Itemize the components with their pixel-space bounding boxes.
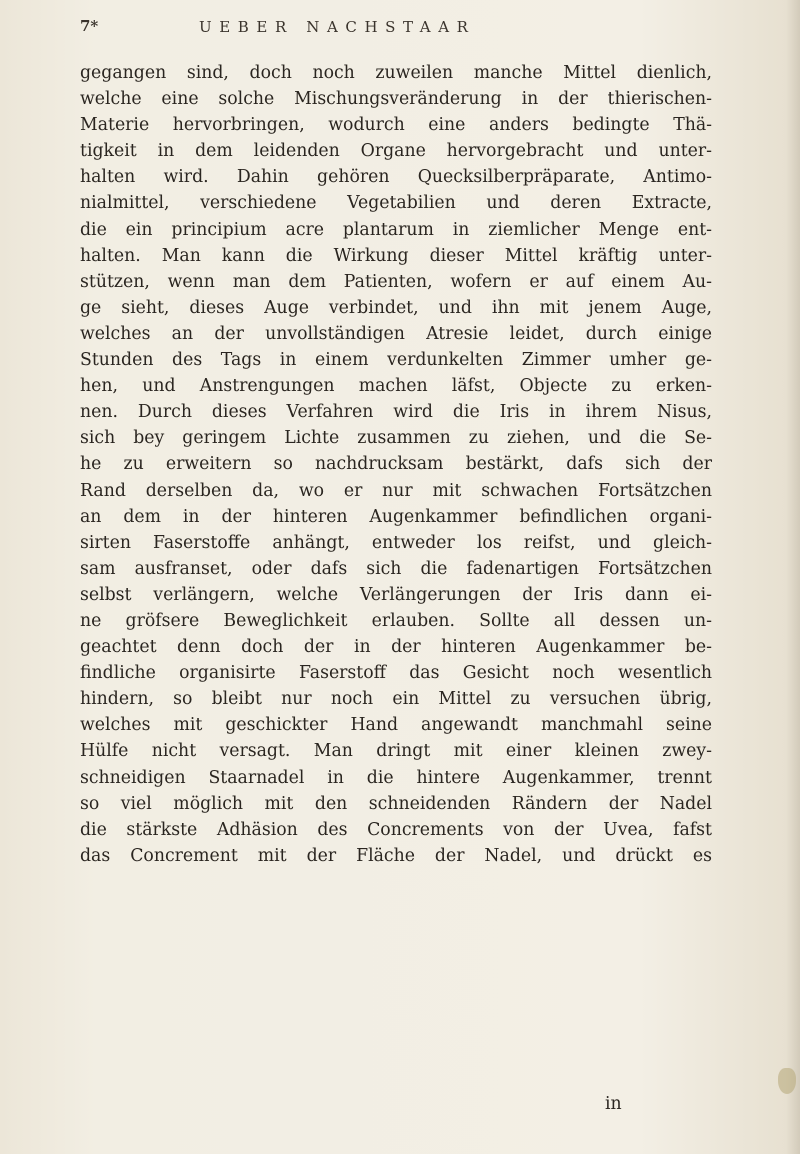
page-number: 7* [80,17,99,35]
text-line: Materie hervorbringen, wodurch eine anders bedingte Thä- [80,115,712,136]
text-line: halten. Man kann die Wirkung dieser Mittel kräftig unter- [80,245,712,266]
text-line: hindern, so bleibt nur noch ein Mittel zu versuchen übrig, [80,689,712,710]
running-head: UEBER NACHSTAAR [199,18,476,36]
page-edge-shadow [786,0,800,1154]
text-line: ge sieht, dieses Auge verbindet, und ihn mit jenem Auge, [80,297,712,318]
text-line: Rand derselben da, wo er nur mit schwachen Fortsätzchen [80,480,712,501]
text-line: nialmittel, verschiedene Vegetabilien und deren Extracte, [80,193,712,214]
text-line: findliche organisirte Faserstoff das Gesicht noch wesentlich [80,663,712,684]
text-line: Stunden des Tags in einem verdunkelten Zimmer umher ge- [80,350,712,371]
text-line: sich bey geringem Lichte zusammen zu ziehen, und die Se- [80,428,712,449]
text-line: welches an der unvollständigen Atresie leidet, durch einige [80,323,712,344]
text-line: hen, und Anstrengungen machen läfst, Objecte zu erken- [80,376,712,397]
text-line: schneidigen Staarnadel in die hintere Augenkammer, trennt [80,767,712,788]
paper-stain [778,1068,796,1094]
text-line: tigkeit in dem leidenden Organe hervorgebracht und unter- [80,141,712,162]
text-line: selbst verlängern, welche Verlängerungen der Iris dann ei- [80,584,712,605]
text-line: sam ausfranset, oder dafs sich die fadenartigen Fortsätzchen [80,558,712,579]
text-line: he zu erweitern so nachdrucksam bestärkt, dafs sich der [80,454,712,475]
text-line: die ein principium acre plantarum in ziemlicher Menge ent- [80,219,712,240]
text-line: halten wird. Dahin gehören Quecksilberpräparate, Antimo- [80,167,712,188]
text-line: welches mit geschickter Hand angewandt manchmahl seine [80,715,712,736]
text-line: ne gröfsere Beweglichkeit erlauben. Sollte all dessen un- [80,610,712,631]
text-line: welche eine solche Mischungsveränderung in der thierischen- [80,89,712,110]
body-text [80,60,712,869]
text-line: die stärkste Adhäsion des Concrements von der Uvea, fafst [80,819,712,840]
catchword: in [605,1094,622,1114]
page-header [80,17,720,47]
text-line: stützen, wenn man dem Patienten, wofern er auf einem Au- [80,271,712,292]
text-line: so viel möglich mit den schneidenden Rändern der Nadel [80,793,712,814]
text-line: gegangen sind, doch noch zuweilen manche Mittel dienlich, [80,63,712,83]
text-line: Hülfe nicht versagt. Man dringt mit einer kleinen zwey- [80,741,712,762]
text-line: geachtet denn doch der in der hinteren Augenkammer be- [80,637,712,658]
text-line: sirten Faserstoffe anhängt, entweder los reifst, und gleich- [80,532,712,553]
text-line: nen. Durch dieses Verfahren wird die Iris in ihrem Nisus, [80,402,712,423]
text-line: an dem in der hinteren Augenkammer befindlichen organi- [80,506,712,527]
text-line: das Concrement mit der Fläche der Nadel, und drückt es [80,845,712,866]
